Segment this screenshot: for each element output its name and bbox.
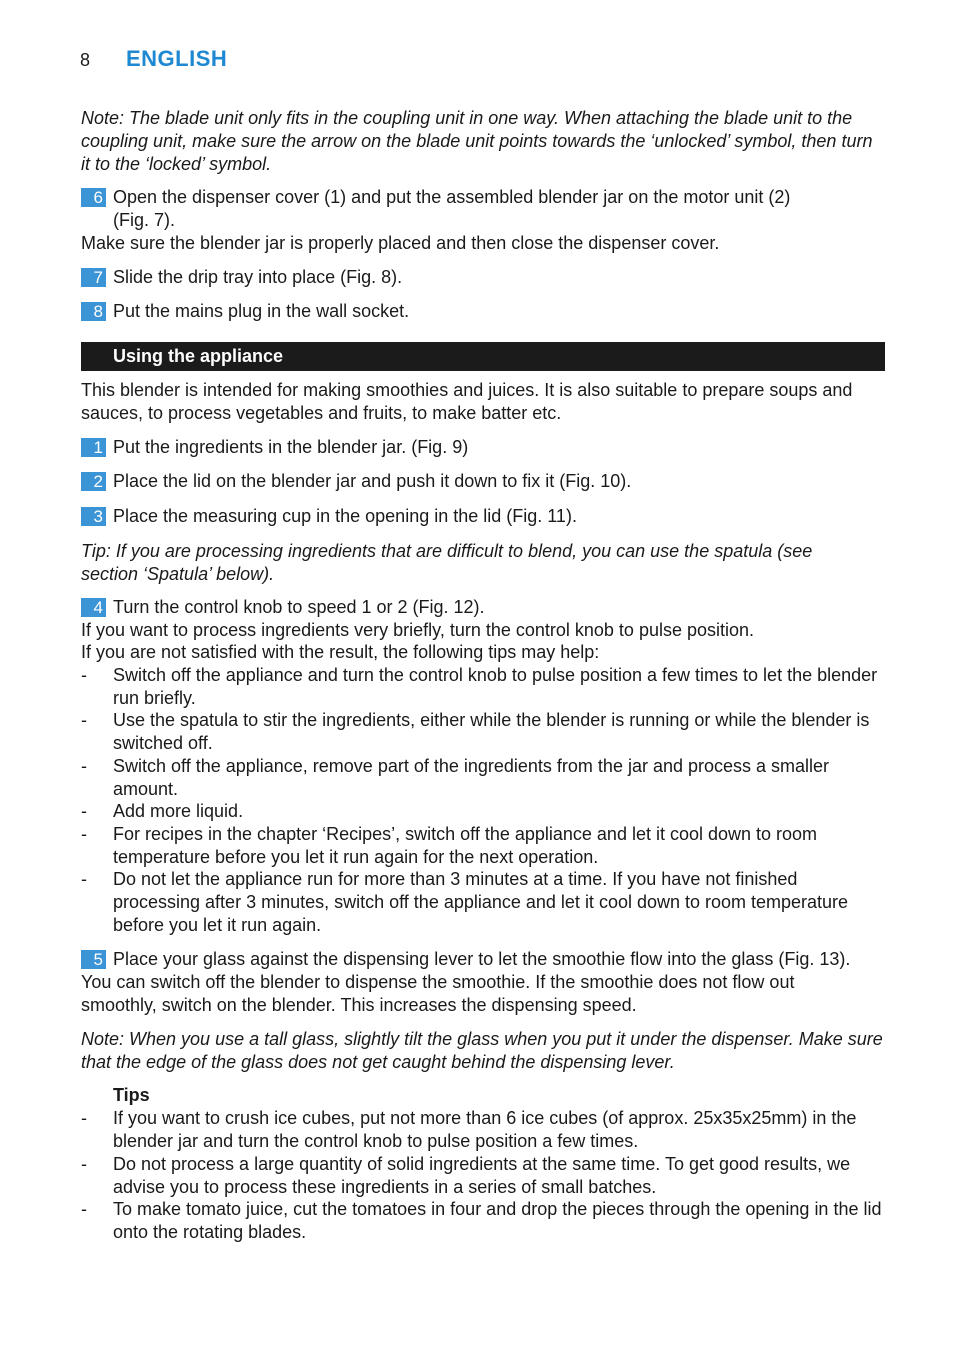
bullet-dash: - [81,756,87,776]
step-1-text: Put the ingredients in the blender jar. (Fig. 9) [113,437,469,457]
note-blade-unit: Note: The blade unit only fits in the coupling unit in one way. When attaching the blade unit to the coupling unit, make sure the arrow on the blade unit points towards the ‘unlocked’ symbol, then turn it to the ‘locked’ symbol. [81,108,873,174]
step-4-text: Turn the control knob to speed 1 or 2 (Fig. 12). [113,597,485,617]
step-7-text: Slide the drip tray into place (Fig. 8). [113,267,403,287]
step-number-2: 2 [81,472,106,491]
step-4-followup-1: If you want to process ingredients very briefly, turn the control knob to pulse position. [81,620,755,640]
step-number-7: 7 [81,268,106,287]
tip-item: If you want to crush ice cubes, put not more than 6 ice cubes (of approx. 25x35x25mm) in the blender jar and turn the control knob to pulse position a few times. [113,1108,857,1151]
step-6-text: Open the dispenser cover (1) and put the assembled blender jar on the motor unit (2) (Fig. 7). [113,187,791,230]
bullet-dash: - [81,665,87,685]
intro-paragraph: This blender is intended for making smoothies and juices. It is also suitable to prepare soups and sauces, to process vegetables and fruits, to make batter etc. [81,380,853,423]
bullet-dash: - [81,1108,87,1128]
bullet-dash: - [81,801,87,821]
step-number-3: 3 [81,507,106,526]
step-4-followup-2: If you are not satisfied with the result, the following tips may help: [81,642,600,662]
page-number: 8 [80,50,91,70]
bullet-dash: - [81,1154,87,1174]
step-number-1: 1 [81,438,106,457]
language-heading: ENGLISH [126,46,228,71]
step-8-text: Put the mains plug in the wall socket. [113,301,410,321]
step-number-6: 6 [81,188,106,207]
bullet-dash: - [81,1199,87,1219]
help-tip-item: Do not let the appliance run for more than 3 minutes at a time. If you have not finished processing after 3 minutes, switch off the appliance and let it cool down to room temperature before you let it run again. [113,869,849,935]
step-2-text: Place the lid on the blender jar and push it down to fix it (Fig. 10). [113,471,632,491]
step-5-text: Place your glass against the dispensing lever to let the smoothie flow into the glass (Fig. 13). [113,949,851,969]
bullet-dash: - [81,824,87,844]
step-6-followup: Make sure the blender jar is properly placed and then close the dispenser cover. [81,233,720,253]
help-tip-item: For recipes in the chapter ‘Recipes’, switch off the appliance and let it cool down to room temperature before you let it run again for the next operation. [113,824,818,867]
bullet-dash: - [81,869,87,889]
tips-heading: Tips [113,1085,150,1105]
bullet-dash: - [81,710,87,730]
help-tip-item: Use the spatula to stir the ingredients, either while the blender is running or while the blender is switched off. [113,710,870,753]
step-5-followup: You can switch off the blender to dispense the smoothie. If the smoothie does not flow out smoothly, switch on the blender. This increases the dispensing speed. [81,972,795,1015]
tip-item: Do not process a large quantity of solid ingredients at the same time. To get good results, we advise you to process these ingredients in a series of small batches. [113,1154,851,1197]
help-tip-item: Switch off the appliance and turn the control knob to pulse position a few times to let the blender run briefly. [113,665,878,708]
step-number-4: 4 [81,598,106,617]
step-number-8: 8 [81,302,106,321]
tip-spatula: Tip: If you are processing ingredients that are difficult to blend, you can use the spatula (see section ‘Spatula’ below). [81,541,813,584]
section-heading-bar [81,342,885,371]
step-number-5: 5 [81,950,106,969]
help-tip-item: Switch off the appliance, remove part of the ingredients from the jar and process a smaller amount. [113,756,830,799]
help-tip-item: Add more liquid. [113,801,244,821]
tip-item: To make tomato juice, cut the tomatoes in four and drop the pieces through the opening in the lid onto the rotating blades. [113,1199,882,1242]
step-3-text: Place the measuring cup in the opening in the lid (Fig. 11). [113,506,577,526]
section-heading: Using the appliance [113,346,284,366]
note-tall-glass: Note: When you use a tall glass, slightly tilt the glass when you put it under the dispenser. Make sure that the edge of the glass does not get caught behind the dispensing lever. [81,1029,883,1072]
